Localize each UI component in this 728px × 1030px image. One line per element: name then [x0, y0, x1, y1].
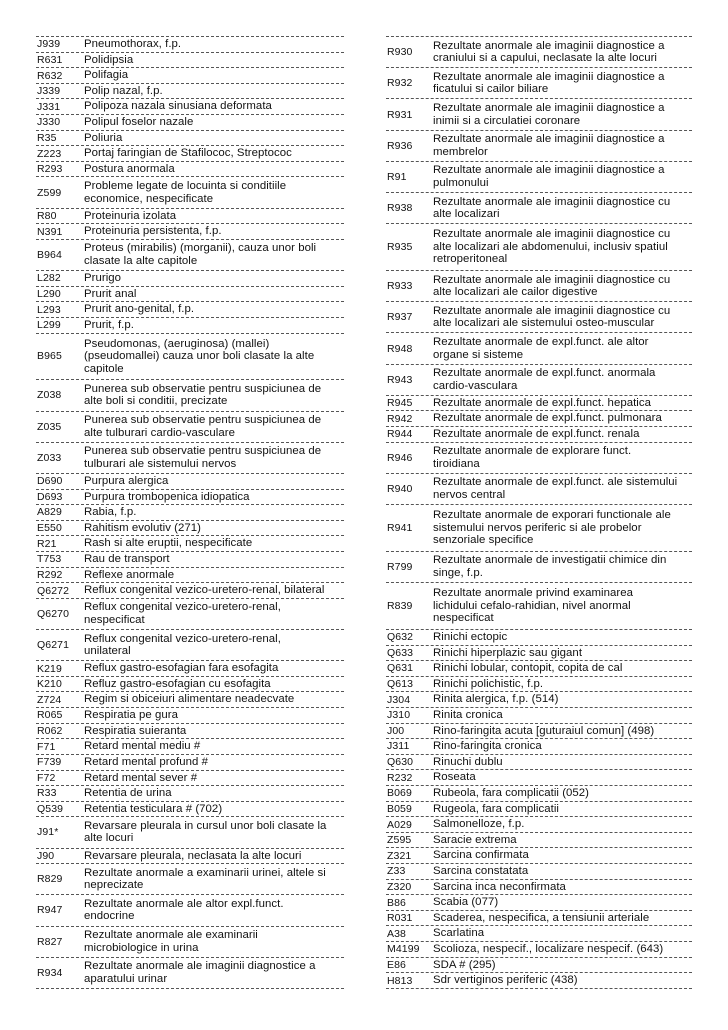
diagnosis-description: Retentia de urina — [84, 787, 172, 800]
diagnosis-description: Respiratia pe gura — [84, 709, 178, 722]
diagnosis-code: R827 — [37, 935, 63, 948]
code-entry-row — [386, 692, 692, 708]
diagnosis-description: Punerea sub observatie pentru suspiciunea de alte tulburari cardio-vasculare — [84, 414, 322, 439]
diagnosis-code: R065 — [37, 709, 63, 722]
code-entry-row — [386, 68, 692, 99]
code-entry-row — [386, 755, 692, 771]
diagnosis-code: M4199 — [387, 943, 420, 956]
diagnosis-code: R031 — [387, 912, 413, 925]
diagnosis-code: Q6270 — [37, 607, 70, 620]
diagnosis-code: F72 — [37, 771, 56, 784]
diagnosis-code: Z038 — [37, 389, 62, 402]
diagnosis-description: Prurigo — [84, 272, 122, 285]
code-entry-row — [386, 271, 692, 302]
diagnosis-description: Reflux gastro-esofagian fara esofagita — [84, 662, 279, 675]
diagnosis-code: Z724 — [37, 693, 62, 706]
diagnosis-code: Q630 — [387, 756, 414, 769]
diagnosis-description: Scabia (077) — [433, 896, 499, 909]
diagnosis-description: Rezultate anormale de investigatii chimice din singe, f.p. — [433, 554, 667, 579]
diagnosis-description: Sdr vertiginos periferic (438) — [433, 974, 578, 987]
diagnosis-description: Rahitism evolutiv (271) — [84, 521, 201, 534]
code-entry-row — [36, 677, 344, 693]
diagnosis-description: Regim si obiceiuri alimentare neadecvate — [84, 693, 295, 706]
code-entry-row — [386, 427, 692, 443]
diagnosis-code: T753 — [37, 553, 62, 566]
code-entry-row — [36, 287, 344, 303]
diagnosis-description: Revarsare pleurala in cursul unor boli clasate la alte locuri — [84, 819, 327, 845]
code-entry-row — [36, 271, 344, 287]
diagnosis-code: F739 — [37, 756, 62, 769]
diagnosis-code: Z033 — [37, 451, 62, 464]
diagnosis-code: Z321 — [387, 849, 412, 862]
code-entry-row — [386, 37, 692, 68]
code-entry-row — [386, 193, 692, 224]
diagnosis-description: Rau de transport — [84, 553, 170, 566]
diagnosis-description: Rinichi ectopic — [433, 630, 508, 643]
diagnosis-description: Retard mental mediu # — [84, 740, 201, 753]
diagnosis-description: Rezultate anormale de expl.funct. pulmonara — [433, 412, 662, 425]
diagnosis-code: J304 — [387, 693, 411, 706]
code-entry-row — [36, 552, 344, 568]
code-entry-row — [36, 115, 344, 131]
code-entry-row — [386, 99, 692, 130]
diagnosis-description: Purpura trombopenica idiopatica — [84, 490, 250, 503]
diagnosis-description: Scolioza, nespecif., localizare nespecif. (643) — [433, 943, 664, 956]
diagnosis-description: Rinichi polichistic, f.p. — [433, 677, 544, 690]
diagnosis-code: B964 — [37, 249, 62, 261]
code-entry-row — [36, 131, 344, 147]
code-entry-row — [386, 864, 692, 880]
code-entry-row — [36, 162, 344, 178]
diagnosis-description: Rezultate anormale ale imaginii diagnostice a inimii si a circulatiei coronare — [433, 101, 665, 127]
code-entry-row — [36, 708, 344, 724]
diagnosis-description: Rezultate anormale ale examinarii microbiologice in urina — [84, 929, 258, 954]
diagnosis-description: Rezultate anormale de explorare funct. tiroidiana — [433, 445, 632, 470]
diagnosis-description: Rabia, f.p. — [84, 506, 137, 519]
code-entry-row — [386, 786, 692, 802]
diagnosis-code: R799 — [387, 560, 413, 573]
diagnosis-code: F71 — [37, 740, 56, 753]
code-entry-row — [386, 880, 692, 896]
code-entry-row — [36, 692, 344, 708]
code-entry-row — [36, 302, 344, 318]
code-entry-row — [36, 521, 344, 537]
diagnosis-description: Rezultate anormale de exporari functionale ale sistemului nervos periferic si ale probelor senzoriale specifice — [433, 509, 671, 547]
diagnosis-code: Z595 — [387, 834, 412, 847]
diagnosis-description: Rezultate anormale ale imaginii diagnostice cu alte localizari ale cailor digestive — [433, 273, 671, 299]
diagnosis-code: B965 — [37, 350, 62, 363]
code-entry-row — [36, 802, 344, 818]
diagnosis-description: Saracie extrema — [433, 833, 517, 846]
diagnosis-code: R933 — [387, 280, 413, 293]
right-code-column — [386, 36, 692, 989]
diagnosis-description: Scarlatina — [433, 927, 485, 940]
code-entry-row — [386, 552, 692, 583]
code-entry-row — [386, 817, 692, 833]
diagnosis-code: R944 — [387, 428, 413, 441]
code-entry-row — [386, 661, 692, 677]
diagnosis-code: D690 — [37, 475, 63, 488]
diagnosis-code: R631 — [37, 53, 63, 66]
diagnosis-code: A029 — [387, 818, 412, 831]
code-entry-row — [386, 365, 692, 396]
diagnosis-description: Prurit ano-genital, f.p. — [84, 303, 195, 316]
diagnosis-description: Salmonelloze, f.p. — [433, 818, 525, 831]
diagnosis-code: Q6271 — [37, 639, 70, 652]
diagnosis-description: Rinita alergica, f.p. (514) — [433, 693, 559, 706]
diagnosis-description: Prurit, f.p. — [84, 318, 134, 331]
code-entry-row — [36, 755, 344, 771]
diagnosis-code: J90 — [37, 849, 55, 862]
diagnosis-description: Reflux congenital vezico-uretero-renal, bilateral — [84, 584, 325, 597]
diagnosis-description: Pneumothorax, f.p. — [84, 38, 182, 50]
diagnosis-code: Z33 — [387, 865, 406, 878]
code-entry-row — [386, 583, 692, 630]
diagnosis-code: Q6272 — [37, 584, 70, 597]
diagnosis-description: Rugeola, fara complicatii — [433, 802, 559, 815]
diagnosis-code: R938 — [387, 202, 413, 215]
diagnosis-description: Pseudomonas, (aeruginosa) (mallei) (pseudomallei) cauza unor boli clasate la alte capitole — [84, 337, 315, 375]
diagnosis-code: A38 — [387, 927, 406, 940]
code-entry-row — [36, 630, 344, 661]
code-entry-row — [36, 958, 344, 989]
diagnosis-description: Rezultate anormale de expl.funct. anormala cardio-vasculara — [433, 367, 656, 392]
diagnosis-code: Q539 — [37, 803, 64, 816]
diagnosis-code: R940 — [387, 482, 413, 495]
diagnosis-code: Z320 — [387, 880, 412, 893]
diagnosis-description: Proteinuria persistenta, f.p. — [84, 225, 222, 238]
diagnosis-description: Rezultate anormale ale imaginii diagnostice a aparatului urinar — [84, 960, 316, 985]
code-entry-row — [386, 630, 692, 646]
code-entry-row — [36, 68, 344, 84]
diagnosis-code: Q632 — [387, 631, 414, 644]
diagnosis-code: R33 — [37, 787, 57, 800]
diagnosis-code: J310 — [387, 709, 411, 722]
code-entry-row — [386, 708, 692, 724]
diagnosis-code: Q613 — [387, 678, 414, 691]
diagnosis-description: Refluz gastro-esofagian cu esofagita — [84, 677, 271, 690]
code-entry-row — [386, 131, 692, 162]
code-entry-row — [36, 37, 344, 53]
code-entry-row — [36, 724, 344, 740]
diagnosis-description: Polip nazal, f.p. — [84, 84, 163, 97]
diagnosis-code: Q631 — [387, 662, 414, 675]
left-code-column — [36, 36, 344, 989]
diagnosis-description: Retard mental sever # — [84, 771, 198, 784]
diagnosis-code: R91 — [387, 170, 407, 183]
diagnosis-description: Rinuchi dublu — [433, 755, 503, 768]
diagnosis-code: Z599 — [37, 186, 62, 199]
diagnosis-code: R292 — [37, 568, 63, 581]
diagnosis-code: R062 — [37, 724, 63, 737]
diagnosis-description: Retentia testiculara # (702) — [84, 802, 223, 815]
diagnosis-description: Reflexe anormale — [84, 568, 175, 581]
code-entry-row — [36, 224, 344, 240]
diagnosis-description: Sarcina confirmata — [433, 849, 529, 862]
diagnosis-code: J311 — [387, 740, 410, 753]
diagnosis-description: Polipul foselor nazale — [84, 116, 194, 129]
diagnosis-description: Respiratia suieranta — [84, 724, 187, 737]
diagnosis-description: Rinichi hiperplazic sau gigant — [433, 646, 583, 659]
code-entry-row — [36, 786, 344, 802]
diagnosis-description: Proteinuria izolata — [84, 209, 177, 222]
code-entry-row — [386, 411, 692, 427]
code-entry-row — [386, 474, 692, 505]
diagnosis-description: Rezultate anormale de expl.funct. hepatica — [433, 396, 652, 409]
code-entry-row — [386, 224, 692, 271]
code-entry-row — [36, 583, 344, 599]
diagnosis-code: R941 — [387, 521, 413, 534]
diagnosis-code: R935 — [387, 241, 413, 254]
diagnosis-description: Probleme legate de locuinta si conditiile economice, nespecificate — [84, 179, 287, 205]
diagnosis-code: R934 — [37, 966, 63, 979]
diagnosis-description: Rezultate anormale a examinarii urinei, altele si neprecizate — [84, 866, 326, 892]
diagnosis-code: R942 — [387, 412, 413, 425]
diagnosis-code: E550 — [37, 522, 62, 535]
code-entry-row — [386, 162, 692, 193]
diagnosis-description: Purpura alergica — [84, 474, 169, 487]
diagnosis-description: SDA # (295) — [433, 958, 496, 971]
diagnosis-code: R931 — [387, 108, 413, 121]
diagnosis-description: Rubeola, fara complicatii (052) — [433, 787, 590, 799]
code-entry-row — [386, 848, 692, 864]
diagnosis-description: Portaj faringian de Stafilococ, Streptococ — [84, 147, 292, 160]
code-entry-row — [36, 53, 344, 69]
diagnosis-description: Proteus (mirabilis) (morganii), cauza unor boli clasate la alte capitole — [84, 242, 317, 267]
diagnosis-description: Rezultate anormale de expl.funct. renala — [433, 428, 640, 441]
code-entry-row — [386, 958, 692, 974]
diagnosis-code: J91* — [37, 826, 59, 839]
diagnosis-code: B059 — [387, 802, 412, 815]
diagnosis-description: Rash si alte eruptii, nespecificate — [84, 537, 253, 550]
diagnosis-code: R930 — [387, 46, 413, 59]
diagnosis-description: Rinita cronica — [433, 708, 503, 721]
diagnosis-code: R293 — [37, 163, 63, 176]
code-entry-row — [386, 895, 692, 911]
diagnosis-description: Rezultate anormale ale imaginii diagnostice a pulmonului — [433, 164, 665, 189]
diagnosis-code: R829 — [37, 873, 63, 886]
diagnosis-description: Punerea sub observatie pentru suspiciunea de alte boli si conditii, precizate — [84, 382, 322, 408]
diagnosis-code: N391 — [37, 225, 63, 238]
diagnosis-code: R946 — [387, 451, 413, 464]
diagnosis-code: R21 — [37, 537, 57, 550]
diagnosis-code: R945 — [387, 397, 413, 410]
code-entry-row — [36, 146, 344, 162]
diagnosis-description: Reflux congenital vezico-uretero-renal, unilateral — [84, 632, 281, 658]
code-entry-row — [386, 396, 692, 412]
code-entry-row — [36, 771, 344, 787]
diagnosis-code: J339 — [37, 85, 61, 98]
diagnosis-code: J939 — [37, 38, 61, 51]
diagnosis-description: Rezultate anormale ale imaginii diagnostice a craniului si a capului, neclasate la alte locuri — [433, 39, 665, 65]
diagnosis-description: Polidipsia — [84, 53, 134, 66]
diagnosis-code: L299 — [37, 319, 61, 332]
code-entry-row — [36, 661, 344, 677]
code-entry-row — [36, 474, 344, 490]
code-entry-row — [36, 209, 344, 225]
diagnosis-description: Rezultate anormale de expl.funct. ale sistemului nervos central — [433, 476, 678, 501]
diagnosis-code: J330 — [37, 116, 61, 129]
diagnosis-code: R947 — [37, 904, 63, 917]
code-entry-row — [386, 724, 692, 740]
code-entry-row — [36, 84, 344, 100]
diagnosis-description: Prurit anal — [84, 287, 137, 300]
diagnosis-code: H813 — [387, 974, 413, 987]
code-entry-row — [386, 739, 692, 755]
diagnosis-code: K210 — [37, 678, 62, 691]
diagnosis-code: R936 — [387, 139, 413, 152]
code-entry-row — [386, 505, 692, 552]
diagnosis-code: R937 — [387, 311, 413, 324]
code-entry-row — [386, 973, 692, 989]
diagnosis-description: Rezultate anormale ale imaginii diagnostice a ficatului si cailor biliare — [433, 70, 665, 96]
diagnosis-code: E86 — [387, 959, 406, 971]
code-entry-row — [36, 380, 344, 411]
diagnosis-code: Z035 — [37, 420, 62, 433]
diagnosis-code: L293 — [37, 303, 61, 316]
diagnosis-description: Retard mental profund # — [84, 755, 208, 768]
diagnosis-code: Q633 — [387, 646, 414, 659]
code-entry-row — [36, 490, 344, 506]
code-entry-row — [386, 443, 692, 474]
code-entry-row — [36, 927, 344, 958]
code-entry-row — [36, 864, 344, 895]
diagnosis-description: Polifagia — [84, 69, 129, 82]
diagnosis-code: D693 — [37, 490, 63, 503]
diagnosis-code: R80 — [37, 209, 57, 222]
code-entry-row — [36, 568, 344, 584]
code-entry-row — [386, 333, 692, 364]
code-entry-row — [386, 646, 692, 662]
diagnosis-description: Reflux congenital vezico-uretero-renal, nespecificat — [84, 601, 281, 626]
code-entry-row — [386, 302, 692, 333]
diagnosis-code: L290 — [37, 288, 61, 301]
code-entry-row — [36, 599, 344, 630]
code-entry-row — [386, 926, 692, 942]
diagnosis-description: Roseata — [433, 771, 476, 784]
code-entry-row — [386, 802, 692, 818]
diagnosis-code: R35 — [37, 131, 57, 144]
code-entry-row — [36, 177, 344, 208]
code-entry-row — [36, 505, 344, 521]
diagnosis-description: Rezultate anormale ale imaginii diagnostice a membrelor — [433, 133, 665, 158]
diagnosis-code: R948 — [387, 342, 413, 355]
diagnosis-description: Poliuria — [84, 131, 123, 144]
code-entry-row — [36, 99, 344, 115]
diagnosis-code: R932 — [387, 77, 413, 90]
code-entry-row — [36, 334, 344, 381]
code-entry-row — [36, 817, 344, 848]
code-entry-row — [386, 911, 692, 927]
code-entry-row — [36, 240, 344, 271]
diagnosis-description: Rino-faringita acuta [guturaiul comun] (498) — [433, 724, 655, 737]
diagnosis-description: Rezultate anormale ale altor expl.funct. endocrine — [84, 897, 284, 923]
diagnosis-code: K219 — [37, 662, 62, 675]
diagnosis-description: Sarcina constatata — [433, 865, 529, 878]
code-entry-row — [36, 536, 344, 552]
diagnosis-description: Rezultate anormale de expl.funct. ale altor organe si sisteme — [433, 335, 649, 361]
diagnosis-code: L282 — [37, 272, 61, 285]
diagnosis-code: R232 — [387, 771, 413, 784]
code-entry-row — [36, 739, 344, 755]
diagnosis-code: J00 — [387, 724, 405, 737]
diagnosis-description: Rezultate anormale ale imaginii diagnostice cu alte localizari ale abdomenului, inclusiv spatiul retroperitoneal — [433, 228, 671, 266]
diagnosis-code: A829 — [37, 506, 62, 519]
diagnosis-description: Rezultate anormale privind examinarea lichidului cefalo-rahidian, nivel anormal nespecificat — [433, 587, 634, 625]
diagnosis-description: Rezultate anormale ale imaginii diagnostice cu alte localizari ale sistemului osteo-muscular — [433, 304, 671, 330]
diagnosis-code: Z223 — [37, 147, 62, 160]
code-entry-row — [36, 895, 344, 926]
diagnosis-description: Revarsare pleurala, neclasata la alte locuri — [84, 849, 302, 862]
diagnosis-description: Punerea sub observatie pentru suspiciunea de tulburari ale sistemului nervos — [84, 445, 322, 470]
diagnosis-code: J331 — [37, 100, 61, 113]
diagnosis-description: Rezultate anormale ale imaginii diagnostice cu alte localizari — [433, 195, 671, 221]
diagnosis-description: Postura anormala — [84, 162, 175, 175]
code-entry-row — [386, 833, 692, 849]
code-entry-row — [386, 770, 692, 786]
diagnosis-description: Scaderea, nespecifica, a tensiunii arteriale — [433, 911, 650, 924]
code-entry-row — [36, 318, 344, 334]
diagnosis-description: Polipoza nazala sinusiana deformata — [84, 100, 272, 113]
code-entry-row — [36, 412, 344, 443]
code-entry-row — [36, 443, 344, 474]
code-entry-row — [386, 677, 692, 693]
diagnosis-code: B069 — [387, 787, 412, 800]
diagnosis-code: R943 — [387, 373, 413, 386]
diagnosis-description: Rino-faringita cronica — [433, 740, 542, 753]
diagnosis-code: B86 — [387, 896, 406, 909]
diagnosis-code: R839 — [387, 600, 413, 612]
code-entry-row — [36, 849, 344, 865]
diagnosis-description: Sarcina inca neconfirmata — [433, 880, 566, 893]
diagnosis-code: R632 — [37, 69, 63, 82]
diagnosis-description: Rinichi lobular, contopit, copita de cal — [433, 662, 623, 675]
code-entry-row — [386, 942, 692, 958]
